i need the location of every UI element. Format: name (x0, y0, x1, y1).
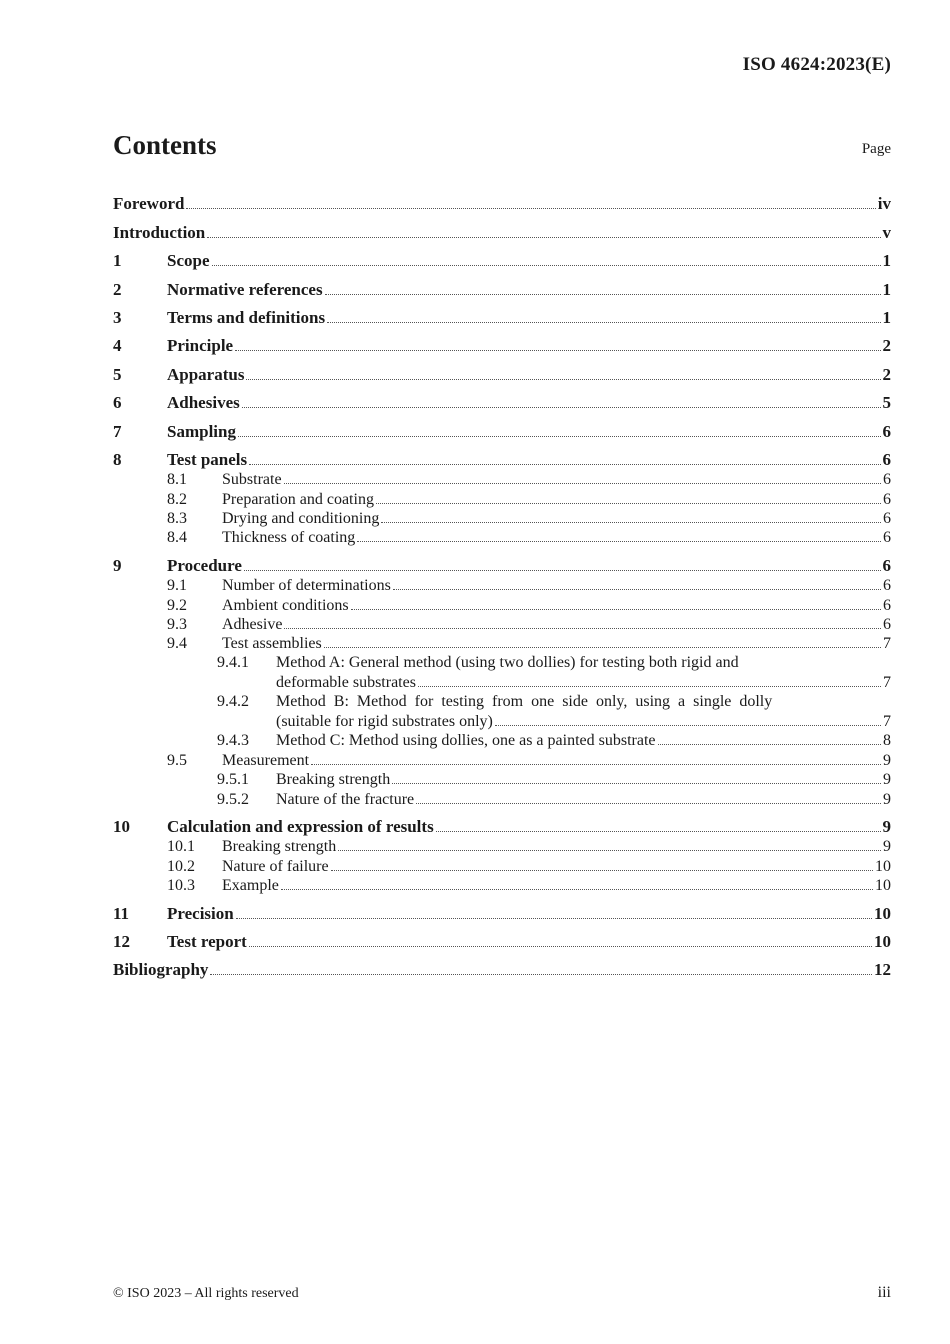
toc-label: Number of determinations (222, 577, 391, 595)
toc-label: Breaking strength (222, 838, 337, 856)
toc-page: 5 (882, 393, 891, 413)
leader-dots (210, 973, 872, 975)
toc-label: Measurement (222, 751, 310, 769)
toc-entry-drying-and-conditioning[interactable] (113, 509, 891, 528)
toc-page: 8 (883, 732, 891, 750)
leader-dots (244, 569, 881, 571)
toc-page: 6 (883, 510, 891, 528)
toc-label: Principle (167, 336, 234, 356)
toc-entry-number-of-determinations[interactable] (113, 576, 891, 595)
toc-number: 9.3 (167, 616, 187, 634)
toc-page: 6 (883, 529, 891, 547)
toc-label: Test report (167, 931, 247, 951)
toc-number: 8.3 (167, 510, 187, 528)
toc-number: 4 (113, 336, 122, 356)
toc-entry-normative-references[interactable] (113, 271, 891, 299)
toc-label: Normative references (167, 279, 323, 299)
toc-page: 10 (875, 857, 891, 875)
leader-dots (436, 830, 881, 832)
page-number: iii (877, 1284, 891, 1301)
toc-label: Nature of the fracture (276, 790, 415, 808)
toc-label: Method C: Method using dollies, one as a painted substrate (276, 732, 656, 750)
toc-page: 9 (883, 790, 891, 808)
toc-page: v (882, 222, 891, 242)
toc-entry-scope[interactable] (113, 243, 891, 271)
toc-entry-breaking-strength-9-5-1[interactable] (113, 770, 891, 789)
toc-entry-method-a[interactable] (113, 653, 891, 692)
leader-dots (212, 264, 881, 266)
toc-page: 1 (882, 307, 891, 327)
toc-page: 10 (874, 903, 891, 923)
toc-number: 9.2 (167, 596, 187, 614)
toc-label: Introduction (113, 222, 206, 242)
toc-page: 6 (882, 555, 891, 575)
toc-page: 6 (882, 449, 891, 469)
toc-label: Test assemblies (222, 635, 322, 653)
toc-entry-ambient-conditions[interactable] (113, 595, 891, 614)
leader-dots (236, 917, 872, 919)
leader-dots (357, 540, 881, 542)
toc-label: Thickness of coating (222, 529, 356, 547)
toc-label: Ambient conditions (222, 596, 349, 614)
toc-label: Breaking strength (276, 771, 391, 789)
toc-entry-preparation-and-coating[interactable] (113, 489, 891, 508)
toc-number: 10.3 (167, 877, 195, 895)
leader-dots (392, 782, 881, 784)
toc-label: Sampling (167, 421, 236, 441)
leader-dots (284, 482, 881, 484)
toc-entry-precision[interactable] (113, 895, 891, 923)
leader-dots (249, 945, 872, 947)
toc-number: 3 (113, 307, 122, 327)
toc-label-line-1: Method B: Method for testing from one side only, using a single dolly (276, 693, 773, 711)
copyright-notice: © ISO 2023 – All rights reserved (113, 1286, 299, 1301)
toc-page: 9 (883, 838, 891, 856)
toc-number: 10 (113, 817, 130, 836)
toc-page: 6 (883, 490, 891, 508)
toc-entry-introduction[interactable] (113, 214, 891, 242)
toc-page: 10 (874, 931, 891, 951)
leader-dots (281, 888, 873, 890)
toc-entry-sampling[interactable] (113, 413, 891, 441)
toc-number: 7 (113, 421, 122, 441)
leader-dots (324, 646, 881, 648)
toc-label: Apparatus (167, 364, 245, 384)
toc-number: 8 (113, 449, 122, 469)
toc-page: 12 (874, 960, 891, 980)
toc-entry-apparatus[interactable] (113, 356, 891, 384)
toc-page: 9 (883, 751, 891, 769)
toc-entry-method-c[interactable] (113, 731, 891, 750)
toc-page: 1 (882, 251, 891, 271)
toc-label-line-2: (suitable for rigid substrates only) (276, 712, 493, 730)
toc-page: 6 (882, 421, 891, 441)
leader-dots (393, 588, 881, 590)
leader-dots (249, 463, 880, 465)
toc-label: Drying and conditioning (222, 510, 380, 528)
leader-dots (207, 236, 880, 238)
toc-entry-test-assemblies[interactable] (113, 634, 891, 653)
toc-page: 6 (883, 577, 891, 595)
leader-dots (327, 321, 880, 323)
toc-page: 6 (883, 471, 891, 489)
toc-number: 9.4.1 (217, 654, 249, 672)
leader-dots (418, 685, 881, 687)
leader-dots (186, 207, 875, 209)
toc-label: Precision (167, 903, 234, 923)
toc-label: Adhesive (222, 616, 283, 634)
toc-entry-adhesives[interactable] (113, 385, 891, 413)
toc-entry-measurement[interactable] (113, 750, 891, 769)
document-identifier: ISO 4624:2023(E) (742, 54, 891, 75)
toc-label: Test panels (167, 449, 248, 469)
leader-dots (325, 293, 881, 295)
table-of-contents (113, 186, 891, 980)
toc-entry-nature-of-the-fracture[interactable] (113, 789, 891, 808)
leader-dots (311, 763, 881, 765)
leader-dots (246, 378, 880, 380)
toc-label: Terms and definitions (167, 307, 326, 327)
toc-number: 5 (113, 364, 122, 384)
toc-label: Procedure (167, 555, 242, 575)
toc-page: 2 (882, 364, 891, 384)
toc-label: Substrate (222, 471, 282, 489)
toc-entry-terms-and-definitions[interactable] (113, 300, 891, 328)
toc-label: Calculation and expression of results (167, 817, 434, 836)
toc-number: 2 (113, 279, 122, 299)
leader-dots (331, 869, 873, 871)
leader-dots (238, 435, 881, 437)
toc-entry-substrate[interactable] (113, 470, 891, 489)
toc-page: 2 (882, 336, 891, 356)
leader-dots (242, 406, 881, 408)
toc-number: 6 (113, 393, 122, 413)
toc-number: 9.5 (167, 751, 187, 769)
toc-entry-test-report[interactable] (113, 924, 891, 952)
toc-page: 9 (882, 817, 891, 836)
toc-number: 8.2 (167, 490, 187, 508)
toc-page: iv (877, 194, 891, 214)
toc-number: 9.4 (167, 635, 187, 653)
toc-number: 1 (113, 251, 122, 271)
toc-number: 12 (113, 931, 130, 951)
leader-dots (376, 502, 881, 504)
toc-entry-adhesive[interactable] (113, 615, 891, 634)
page-title: Contents (113, 130, 217, 160)
toc-entry-procedure[interactable] (113, 547, 891, 575)
toc-number: 11 (113, 903, 130, 923)
toc-number: 8.4 (167, 529, 187, 547)
toc-label: Foreword (113, 194, 185, 214)
toc-label: Adhesives (167, 393, 240, 413)
toc-number: 9.5.2 (217, 790, 249, 808)
page-column-label: Page (861, 141, 891, 157)
leader-dots (416, 802, 881, 804)
toc-label-line-1: Method A: General method (using two dollies) for testing both rigid and (276, 654, 739, 672)
toc-number: 8.1 (167, 471, 187, 489)
leader-dots (284, 627, 881, 629)
toc-page: 7 (883, 673, 891, 691)
toc-number: 9.5.1 (217, 771, 249, 789)
toc-label-line-2: deformable substrates (276, 673, 416, 691)
toc-number: 9.4.2 (217, 693, 249, 711)
toc-page: 10 (875, 877, 891, 895)
toc-number: 9 (113, 555, 122, 575)
toc-label: Example (222, 877, 279, 895)
leader-dots (351, 608, 881, 610)
toc-number: 10.1 (167, 838, 195, 856)
toc-label: Bibliography (113, 960, 209, 980)
toc-page: 9 (883, 771, 891, 789)
toc-entry-breaking-strength-10-1[interactable] (113, 837, 891, 856)
toc-entry-nature-of-failure[interactable] (113, 856, 891, 875)
toc-number: 9.1 (167, 577, 187, 595)
leader-dots (235, 349, 880, 351)
toc-label: Preparation and coating (222, 490, 374, 508)
toc-entry-calculation-and-expression-of-results[interactable] (113, 809, 891, 837)
toc-page: 7 (883, 635, 891, 653)
toc-number: 10.2 (167, 857, 195, 875)
leader-dots (381, 521, 881, 523)
toc-label: Scope (167, 251, 210, 271)
toc-entry-example[interactable] (113, 876, 891, 895)
toc-page: 6 (883, 616, 891, 634)
toc-entry-foreword[interactable] (113, 186, 891, 214)
leader-dots (658, 743, 882, 745)
toc-entry-thickness-of-coating[interactable] (113, 528, 891, 547)
leader-dots (495, 724, 881, 726)
toc-page: 1 (882, 279, 891, 299)
toc-number: 9.4.3 (217, 732, 249, 750)
toc-label: Nature of failure (222, 857, 329, 875)
leader-dots (338, 849, 881, 851)
toc-page: 7 (883, 712, 891, 730)
toc-entry-test-panels[interactable] (113, 442, 891, 470)
toc-entry-bibliography[interactable] (113, 952, 891, 980)
toc-page: 6 (883, 596, 891, 614)
toc-entry-method-b[interactable] (113, 692, 891, 731)
toc-entry-principle[interactable] (113, 328, 891, 356)
